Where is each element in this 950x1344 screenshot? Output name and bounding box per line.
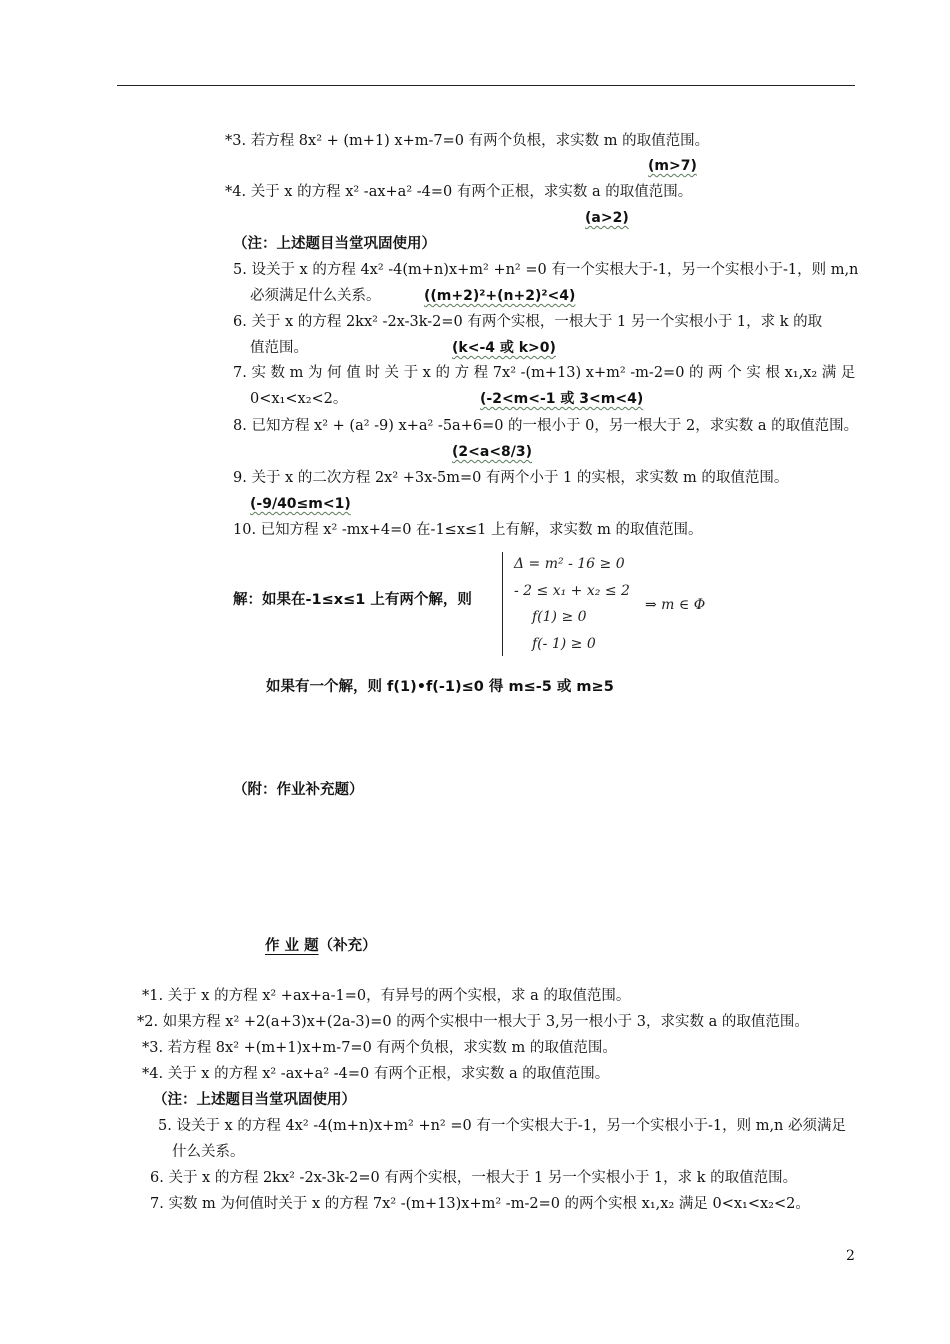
problem-5-line2: 必须满足什么关系。: [250, 288, 381, 304]
note: （注：上述题目当堂巩固使用）: [233, 236, 436, 252]
problem-9-answer: (-9/40≤m<1): [250, 496, 351, 512]
inequality-system: [502, 552, 732, 660]
homework-title-suffix: （补充）: [318, 938, 377, 954]
problem-3-answer: (m>7): [648, 158, 697, 174]
header-rule: [117, 85, 855, 86]
homework-problem-1: *1. 关于 x 的方程 x² +ax+a-1=0，有异号的两个实根，求 a 的取值范围。: [142, 988, 631, 1004]
homework-title-main: 作 业 题: [265, 938, 319, 954]
problem-5-answer: ((m+2)²+(n+2)²<4): [424, 288, 576, 304]
system-row-3: f(1) ≥ 0: [532, 609, 587, 625]
problem-6-line1: 6. 关于 x 的方程 2kx² -2x-3k-2=0 有两个实根，一根大于 1 另一个实根小于 1，求 k 的取: [233, 314, 823, 330]
homework-note: （注：上述题目当堂巩固使用）: [153, 1092, 356, 1108]
appendix-label: （附：作业补充题）: [233, 782, 364, 798]
solution-intro: 解：如果在-1≤x≤1 上有两个解，则: [233, 592, 472, 608]
homework-problem-3: *3. 若方程 8x² +(m+1)x+m-7=0 有两个负根，求实数 m 的取值范围。: [142, 1040, 617, 1056]
page-number: 2: [846, 1248, 855, 1264]
problem-9: 9. 关于 x 的二次方程 2x² +3x-5m=0 有两个小于 1 的实根，求实数 m 的取值范围。: [233, 470, 789, 486]
problem-3: *3. 若方程 8x² + (m+1) x+m-7=0 有两个负根，求实数 m 的取值范围。: [225, 133, 710, 149]
problem-5-line1: 5. 设关于 x 的方程 4x² -4(m+n)x+m² +n² =0 有一个实根大于-1，另一个实根小于-1，则 m,n: [233, 262, 859, 278]
homework-problem-6: 6. 关于 x 的方程 2kx² -2x-3k-2=0 有两个实根，一根大于 1 另一个实根小于 1，求 k 的取值范围。: [150, 1170, 798, 1186]
problem-7-answer: (-2<m<-1 或 3<m<4): [480, 391, 644, 407]
problem-10: 10. 已知方程 x² -mx+4=0 在-1≤x≤1 上有解，求实数 m 的取值范围。: [233, 522, 703, 538]
system-brace: [502, 552, 511, 656]
homework-problem-4: *4. 关于 x 的方程 x² -ax+a² -4=0 有两个正根，求实数 a 的取值范围。: [142, 1066, 610, 1082]
problem-6-line2: 值范围。: [250, 340, 308, 356]
homework-problem-5-line1: 5. 设关于 x 的方程 4x² -4(m+n)x+m² +n² =0 有一个实根大于-1，另一个实根小于-1，则 m,n 必须满足: [158, 1118, 847, 1134]
problem-4-answer: (a>2): [585, 210, 629, 226]
problem-6-answer: (k<-4 或 k>0): [452, 340, 556, 356]
problem-7-line2: 0<x₁<x₂<2。: [250, 391, 348, 407]
problem-8-answer: (2<a<8/3): [452, 444, 533, 460]
one-solution-case: 如果有一个解，则 f(1)•f(-1)≤0 得 m≤-5 或 m≥5: [266, 679, 614, 695]
system-row-4: f(- 1) ≥ 0: [532, 636, 596, 652]
homework-problem-2: *2. 如果方程 x² +2(a+3)x+(2a-3)=0 的两个实根中一根大于 3,另一根小于 3，求实数 a 的取值范围。: [137, 1014, 809, 1030]
system-result: ⇒ m ∈ Φ: [645, 597, 706, 613]
problem-8: 8. 已知方程 x² + (a² -9) x+a² -5a+6=0 的一根小于 0，另一根大于 2，求实数 a 的取值范围。: [233, 418, 859, 434]
system-row-1: Δ = m² - 16 ≥ 0: [514, 556, 625, 572]
homework-problem-5-line2: 什么关系。: [172, 1144, 245, 1160]
problem-4: *4. 关于 x 的方程 x² -ax+a² -4=0 有两个正根，求实数 a 的取值范围。: [225, 184, 693, 200]
homework-problem-7: 7. 实数 m 为何值时关于 x 的方程 7x² -(m+13)x+m² -m-2=0 的两个实根 x₁,x₂ 满足 0<x₁<x₂<2。: [150, 1196, 810, 1212]
system-row-2: - 2 ≤ x₁ + x₂ ≤ 2: [514, 583, 630, 599]
homework-title: [265, 936, 377, 956]
problem-7-line1: 7. 实 数 m 为 何 值 时 关 于 x 的 方 程 7x² -(m+13) x+m² -m-2=0 的 两 个 实 根 x₁,x₂ 满 足: [233, 365, 856, 381]
